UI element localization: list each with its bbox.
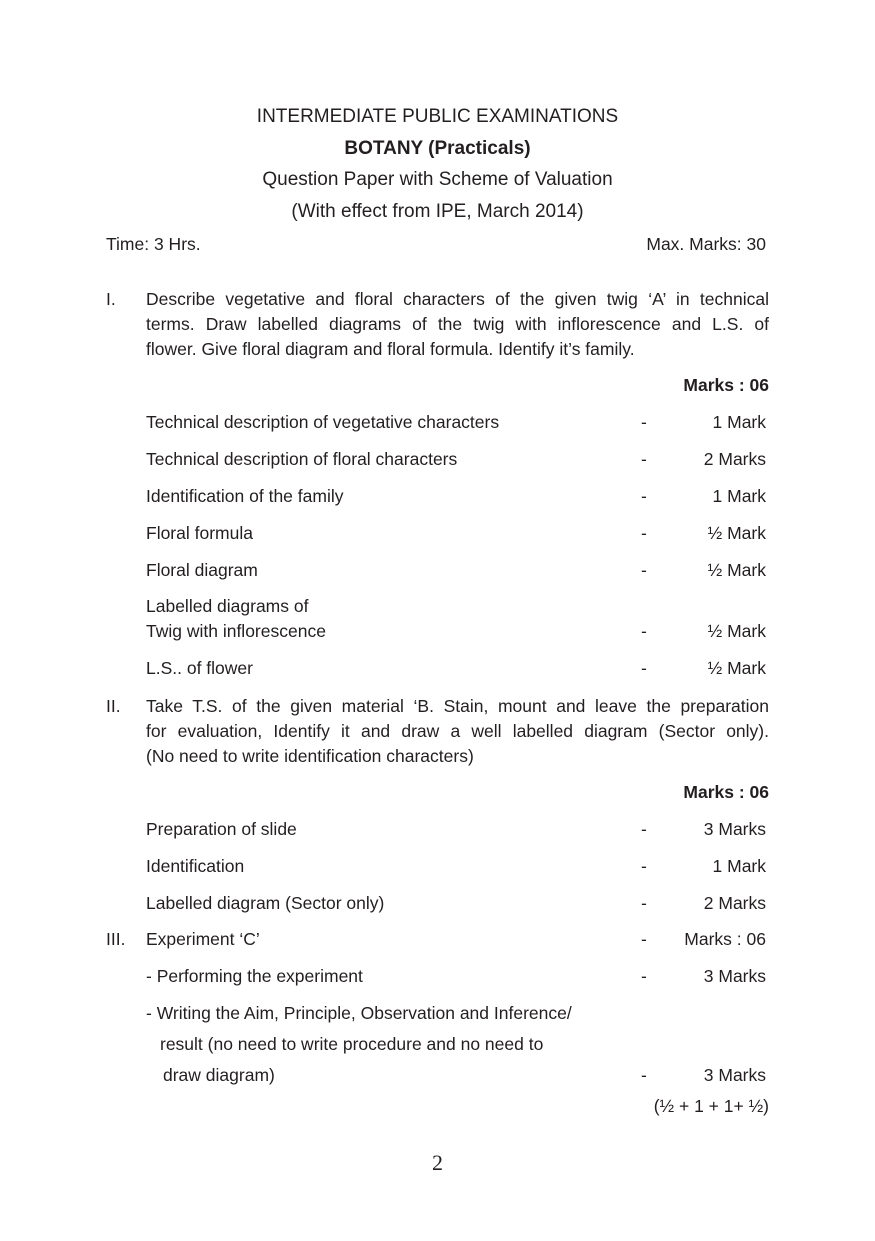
criteria-mark: ½ Mark bbox=[707, 560, 766, 580]
criteria-mark: 1 Mark bbox=[712, 486, 766, 506]
dash-separator: - bbox=[641, 658, 647, 678]
question-text-line: Take T.S. of the given material ‘B. Stain, mount and leave the preparation bbox=[146, 696, 769, 716]
dash-separator: - bbox=[641, 486, 647, 506]
criteria-mark: 1 Mark bbox=[712, 412, 766, 432]
criteria-label: Identification of the family bbox=[146, 486, 344, 506]
subject-title: BOTANY (Practicals) bbox=[344, 138, 531, 159]
criteria-label: Technical description of floral characters bbox=[146, 449, 458, 469]
question-text-line: (No need to write identification characters) bbox=[146, 746, 474, 766]
criteria-label: Labelled diagrams of bbox=[146, 596, 309, 616]
question-number: I. bbox=[106, 289, 116, 309]
criteria-mark: ½ Mark bbox=[707, 523, 766, 543]
criteria-mark: 3 Marks bbox=[703, 1065, 766, 1085]
question-text-line: Describe vegetative and floral characters of the given twig ‘A’ in technical bbox=[146, 289, 769, 309]
criteria-label: Floral diagram bbox=[146, 560, 258, 580]
dash-separator: - bbox=[641, 412, 647, 432]
question-text bbox=[146, 694, 769, 769]
criteria-label: - Performing the experiment bbox=[146, 966, 363, 986]
dash-separator: - bbox=[641, 856, 647, 876]
criteria-label: Floral formula bbox=[146, 523, 253, 543]
dash-separator: - bbox=[641, 893, 647, 913]
criteria-mark: 3 Marks bbox=[703, 819, 766, 839]
criteria-label: Identification bbox=[146, 856, 245, 876]
criteria-mark: 2 Marks bbox=[703, 449, 766, 469]
question-text-line: flower. Give floral diagram and floral formula. Identify it’s family. bbox=[146, 339, 635, 359]
dash-separator: - bbox=[641, 523, 647, 543]
question-text-line: terms. Draw labelled diagrams of the twig with inflorescence and L.S. of bbox=[146, 314, 769, 334]
dash-separator: - bbox=[641, 929, 647, 949]
criteria-label-cont: result (no need to write procedure and no need to bbox=[160, 1034, 544, 1054]
marks-header: Marks : 06 bbox=[683, 782, 769, 802]
criteria-label: Labelled diagram (Sector only) bbox=[146, 893, 385, 913]
criteria-label-cont: draw diagram) bbox=[163, 1065, 275, 1085]
dash-separator: - bbox=[641, 819, 647, 839]
dash-separator: - bbox=[641, 966, 647, 986]
question-text bbox=[146, 287, 769, 362]
criteria-label-cont: Twig with inflorescence bbox=[146, 621, 326, 641]
question-text-line: for evaluation, Identify it and draw a well labelled diagram (Sector only). bbox=[146, 721, 769, 741]
dash-separator: - bbox=[641, 621, 647, 641]
dash-separator: - bbox=[641, 449, 647, 469]
exam-title: INTERMEDIATE PUBLIC EXAMINATIONS bbox=[256, 106, 619, 127]
page-number: 2 bbox=[432, 1150, 443, 1175]
marks-breakdown: (½ + 1 + 1+ ½) bbox=[653, 1096, 769, 1116]
criteria-label: - Writing the Aim, Principle, Observation and Inference/ bbox=[146, 1003, 572, 1023]
criteria-mark: 1 Mark bbox=[712, 856, 766, 876]
criteria-mark: 2 Marks bbox=[703, 893, 766, 913]
question-text: Experiment ‘C’ bbox=[146, 929, 260, 949]
dash-separator: - bbox=[641, 560, 647, 580]
max-marks-label: Max. Marks: 30 bbox=[646, 234, 766, 254]
effect-note: (With effect from IPE, March 2014) bbox=[291, 201, 584, 222]
marks-header: Marks : 06 bbox=[683, 375, 769, 395]
question-number: III. bbox=[106, 929, 126, 949]
dash-separator: - bbox=[641, 1065, 647, 1085]
criteria-mark: 3 Marks bbox=[703, 966, 766, 986]
criteria-label: Technical description of vegetative characters bbox=[146, 412, 500, 432]
criteria-label: Preparation of slide bbox=[146, 819, 297, 839]
criteria-label: L.S.. of flower bbox=[146, 658, 253, 678]
marks-header: Marks : 06 bbox=[684, 929, 766, 949]
question-number: II. bbox=[106, 696, 121, 716]
time-label: Time: 3 Hrs. bbox=[106, 234, 201, 254]
paper-subtitle: Question Paper with Scheme of Valuation bbox=[262, 169, 613, 190]
criteria-mark: ½ Mark bbox=[707, 621, 766, 641]
criteria-mark: ½ Mark bbox=[707, 658, 766, 678]
